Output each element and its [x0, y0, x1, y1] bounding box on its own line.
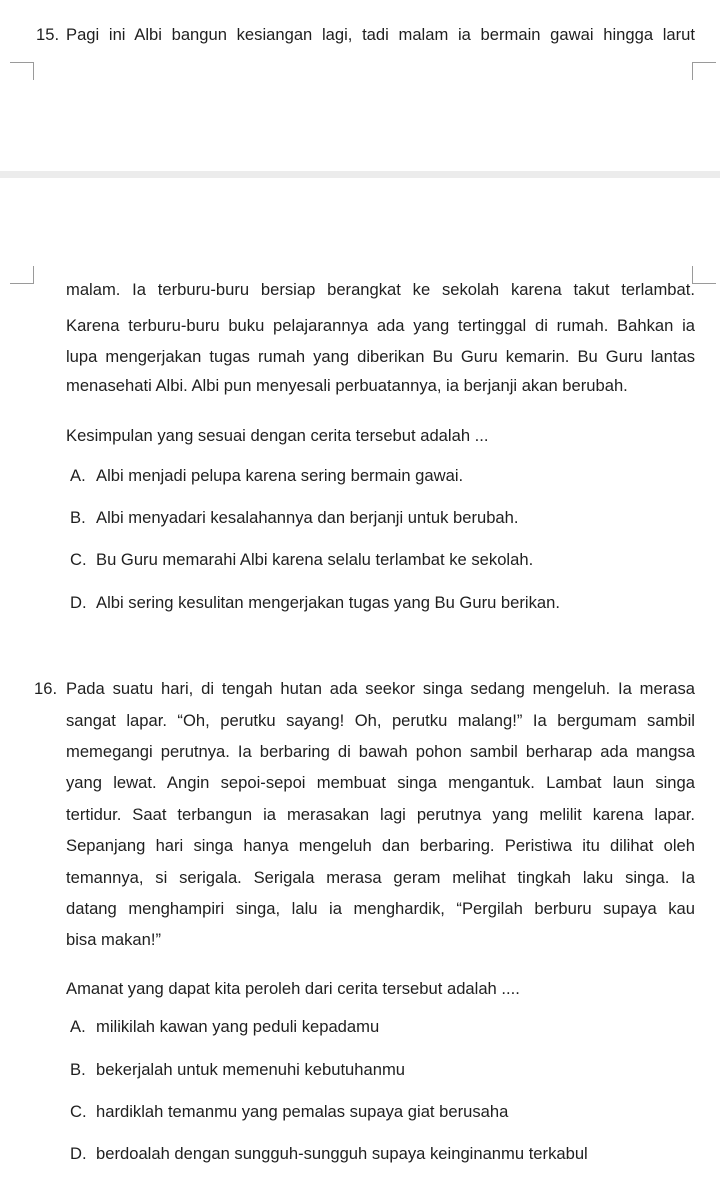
q16-option-a[interactable]: milikilah kawan yang peduli kepadamu — [96, 1017, 380, 1036]
q16-option-d[interactable]: berdoalah dengan sungguh-sungguh supaya keinginanmu terkabul — [96, 1144, 588, 1163]
q16-option-c[interactable]: hardiklah temanmu yang pemalas supaya giat berusaha — [96, 1102, 509, 1121]
question-16-prompt: Amanat yang dapat kita peroleh dari cerita tersebut adalah .... — [66, 979, 520, 998]
question-16-number: 16. — [34, 679, 58, 698]
question-15-paragraph-line: malam. Ia terburu-buru bersiap berangkat ke sekolah karena takut terlambat. — [66, 280, 695, 299]
page-corner-mark — [10, 62, 34, 80]
question-16-paragraph-line: memegangi perutnya. Ia berbaring di bawah pohon sambil berharap ada mangsa — [66, 742, 695, 761]
question-15-paragraph-line: lupa mengerjakan tugas rumah yang diberikan Bu Guru kemarin. Bu Guru lantas — [66, 347, 695, 366]
page-corner-mark — [692, 266, 716, 284]
q15-option-d[interactable]: Albi sering kesulitan mengerjakan tugas yang Bu Guru berikan. — [96, 593, 560, 612]
q15-option-d-letter: D. — [70, 593, 87, 612]
question-16-paragraph-line: Sepanjang hari singa hanya mengeluh dan berbaring. Peristiwa itu dilihat oleh — [66, 836, 695, 855]
q16-option-b[interactable]: bekerjalah untuk memenuhi kebutuhanmu — [96, 1060, 406, 1079]
q15-option-b-letter: B. — [70, 508, 86, 527]
question-16-paragraph-line: Pada suatu hari, di tengah hutan ada seekor singa sedang mengeluh. Ia merasa — [66, 679, 695, 698]
question-15-paragraph-line: Karena terburu-buru buku pelajarannya ada yang tertinggal di rumah. Bahkan ia — [66, 316, 695, 335]
question-16-paragraph-line: tertidur. Saat terbangun ia merasakan lagi perutnya yang melilit karena lapar. — [66, 805, 695, 824]
q16-option-a-letter: A. — [70, 1017, 86, 1036]
question-16-paragraph-line: yang lewat. Angin sepoi-sepoi membuat singa mengantuk. Lambat laun singa — [66, 773, 695, 792]
q16-option-b-letter: B. — [70, 1060, 86, 1079]
page-break — [0, 171, 720, 178]
q15-option-a[interactable]: Albi menjadi pelupa karena sering bermain gawai. — [96, 466, 464, 485]
question-15-prompt: Kesimpulan yang sesuai dengan cerita tersebut adalah ... — [66, 426, 489, 445]
q16-option-c-letter: C. — [70, 1102, 87, 1121]
question-16-paragraph-line: sangat lapar. “Oh, perutku sayang! Oh, perutku malang!” Ia bergumam sambil — [66, 711, 695, 730]
q15-option-c[interactable]: Bu Guru memarahi Albi karena selalu terlambat ke sekolah. — [96, 550, 534, 569]
q15-option-a-letter: A. — [70, 466, 86, 485]
page-corner-mark — [10, 266, 34, 284]
q16-option-d-letter: D. — [70, 1144, 87, 1163]
question-15-paragraph-line: menasehati Albi. Albi pun menyesali perbuatannya, ia berjanji akan berubah. — [66, 376, 628, 395]
question-16-paragraph-line: temannya, si serigala. Serigala merasa geram melihat tingkah laku singa. Ia — [66, 868, 695, 887]
q15-option-c-letter: C. — [70, 550, 87, 569]
question-15-line-1: Pagi ini Albi bangun kesiangan lagi, tadi malam ia bermain gawai hingga larut — [66, 25, 695, 44]
question-16-paragraph-line: bisa makan!” — [66, 930, 161, 949]
question-15-number: 15. — [36, 25, 60, 44]
question-16-paragraph-line: datang menghampiri singa, lalu ia menghardik, “Pergilah berburu supaya kau — [66, 899, 695, 918]
page-corner-mark — [692, 62, 716, 80]
q15-option-b[interactable]: Albi menyadari kesalahannya dan berjanji untuk berubah. — [96, 508, 519, 527]
